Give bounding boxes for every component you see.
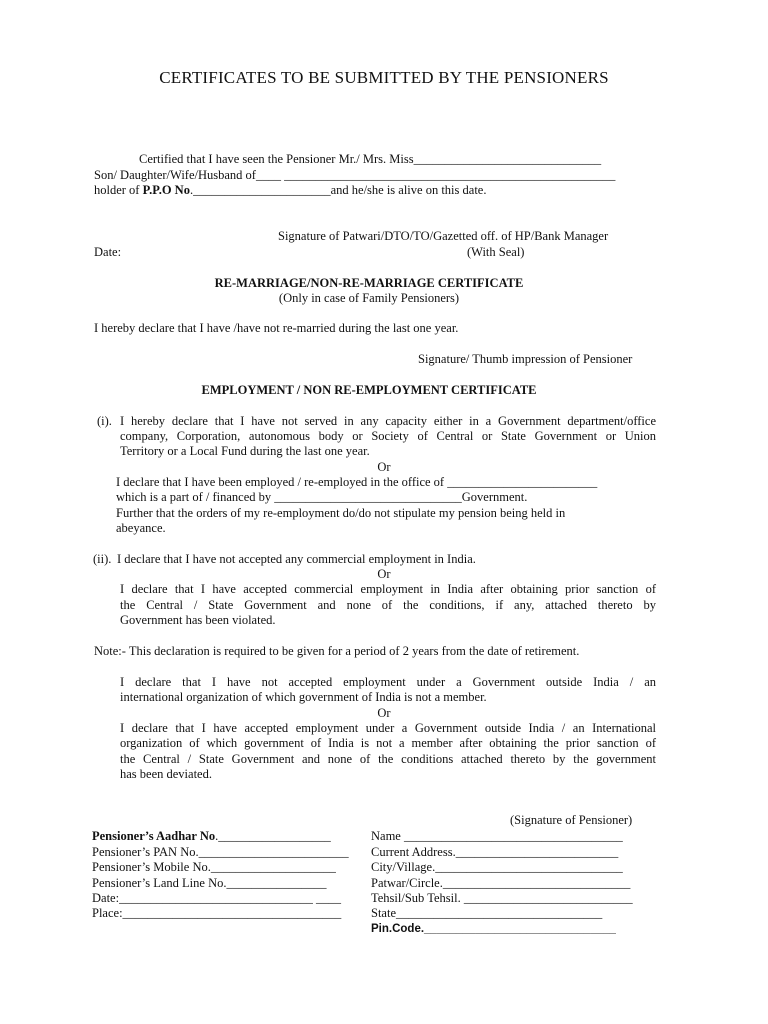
item-i-alt-line-2: which is a part of / financed by ______________________________Government. — [116, 490, 528, 504]
state-blank: _________________________________ — [396, 906, 603, 920]
remarriage-subheading: (Only in case of Family Pensioners) — [278, 291, 460, 305]
place-blank: ___________________________________ — [122, 906, 342, 920]
place-label: Place: — [92, 906, 123, 920]
page-title: CERTIFICATES TO BE SUBMITTED BY THE PENSIONERS — [159, 68, 609, 87]
name-label: Name — [371, 829, 404, 843]
tehsil-field[interactable] — [371, 891, 633, 906]
pincode-blank: .______________________________ — [420, 923, 616, 935]
foreign-alt-line-4: has been deviated. — [120, 767, 212, 781]
item-i-line-3: Territory or a Local Fund during the last one year. — [120, 444, 370, 458]
or-separator-3: Or — [377, 706, 391, 720]
date-field[interactable] — [92, 891, 341, 906]
date-field-label: Date: — [92, 891, 120, 905]
pincode-label: Pin.Code — [371, 923, 421, 935]
item-i-line-1: I hereby declare that I have not served in any capacity either in a Government department/office — [120, 414, 656, 428]
with-seal-label: (With Seal) — [467, 245, 525, 259]
pan-blank: .________________________ — [195, 845, 349, 859]
pensioner-signature-label: (Signature of Pensioner) — [510, 813, 633, 827]
landline-field[interactable] — [92, 876, 326, 891]
verifier-signature-label: Signature of Patwari/DTO/TO/Gazetted off. of HP/Bank Manager — [278, 229, 609, 243]
tehsil-blank: . ___________________________ — [457, 891, 633, 905]
foreign-line-2: international organization of which government of India is not a member. — [120, 690, 487, 704]
date-blank: _______________________________ ____ — [119, 891, 341, 905]
life-cert-line-3 — [94, 183, 486, 198]
item-i-alt-line-4: abeyance. — [116, 521, 166, 535]
state-field[interactable] — [371, 906, 602, 921]
patwar-label: Patwar/Circle — [371, 876, 440, 890]
address-label: Current Address — [371, 845, 453, 859]
alive-statement: .______________________and he/she is alive on this date. — [189, 183, 487, 197]
address-field[interactable] — [371, 845, 618, 860]
item-ii-alt-line-2: the Central / State Government and none of the conditions, if any, attached thereto by — [120, 598, 656, 612]
item-ii-marker: (ii). — [93, 552, 112, 566]
pensioner-thumb-signature: Signature/ Thumb impression of Pensioner — [418, 352, 633, 366]
place-field[interactable] — [92, 906, 341, 921]
life-cert-line-2: Son/ Daughter/Wife/Husband of____ _____________________________________________________ — [94, 168, 616, 182]
foreign-alt-line-3: the Central / State Government and none of the conditions attached thereto by the government — [120, 752, 656, 766]
ppo-no-label: P.P.O No — [142, 183, 190, 197]
foreign-alt-line-2: organization of which government of India is not a member after obtaining the prior sanction of — [120, 736, 656, 750]
patwar-blank: .______________________________ — [439, 876, 631, 890]
item-i-line-2: company, Corporation, autonomous body or Society of Central or State Government or Union — [120, 429, 656, 443]
note-text: Note:- This declaration is required to be given for a period of 2 years from the date of retirement. — [94, 644, 580, 658]
item-i-alt-line-1: I declare that I have been employed / re-employed in the office of ________________________ — [116, 475, 598, 489]
item-i-marker: (i). — [97, 414, 112, 428]
mobile-field[interactable] — [92, 860, 336, 875]
address-blank: .__________________________ — [452, 845, 619, 859]
city-blank: .______________________________ — [432, 860, 623, 874]
patwar-field[interactable] — [371, 876, 630, 891]
landline-blank: .________________ — [223, 876, 327, 890]
remarriage-declaration: I hereby declare that I have /have not re-married during the last one year. — [94, 321, 459, 335]
name-field[interactable] — [371, 829, 623, 844]
or-separator-1: Or — [377, 460, 391, 474]
foreign-line-1: I declare that I have not accepted employment under a Government outside India / an — [120, 675, 656, 689]
aadhar-label: Pensioner’s Aadhar No — [92, 829, 216, 843]
holder-of-text: holder of — [94, 183, 143, 197]
aadhar-blank: .__________________ — [215, 829, 331, 843]
life-cert-line-1: Certified that I have seen the Pensioner Mr./ Mrs. Miss______________________________ — [139, 152, 602, 166]
pincode-field[interactable] — [371, 922, 616, 937]
aadhar-field[interactable] — [92, 829, 331, 844]
employment-heading: EMPLOYMENT / NON RE-EMPLOYMENT CERTIFICATE — [201, 383, 537, 397]
city-field[interactable] — [371, 860, 623, 875]
item-ii-alt-line-3: Government has been violated. — [120, 613, 276, 627]
item-ii-line-1: I declare that I have not accepted any commercial employment in India. — [117, 552, 476, 566]
foreign-alt-line-1: I declare that I have accepted employment under a Government outside India / an International — [120, 721, 656, 735]
or-separator-2: Or — [377, 567, 391, 581]
pan-label: Pensioner’s PAN No — [92, 845, 196, 859]
landline-label: Pensioner’s Land Line No — [92, 876, 224, 890]
item-ii-alt-line-1: I declare that I have accepted commercial employment in India after obtaining prior sanction of — [120, 582, 656, 596]
tehsil-label: Tehsil/Sub Tehsil — [371, 891, 458, 905]
date-label: Date: — [94, 245, 122, 259]
mobile-blank: .____________________ — [207, 860, 336, 874]
item-i-alt-line-3: Further that the orders of my re-employment do/do not stipulate my pension being held in — [116, 506, 566, 520]
state-label: State — [371, 906, 396, 920]
name-blank: ___________________________________ — [403, 829, 623, 843]
city-label: City/Village — [371, 860, 433, 874]
remarriage-heading: RE-MARRIAGE/NON-RE-MARRIAGE CERTIFICATE — [214, 276, 524, 290]
mobile-label: Pensioner’s Mobile No — [92, 860, 208, 874]
pan-field[interactable] — [92, 845, 349, 860]
